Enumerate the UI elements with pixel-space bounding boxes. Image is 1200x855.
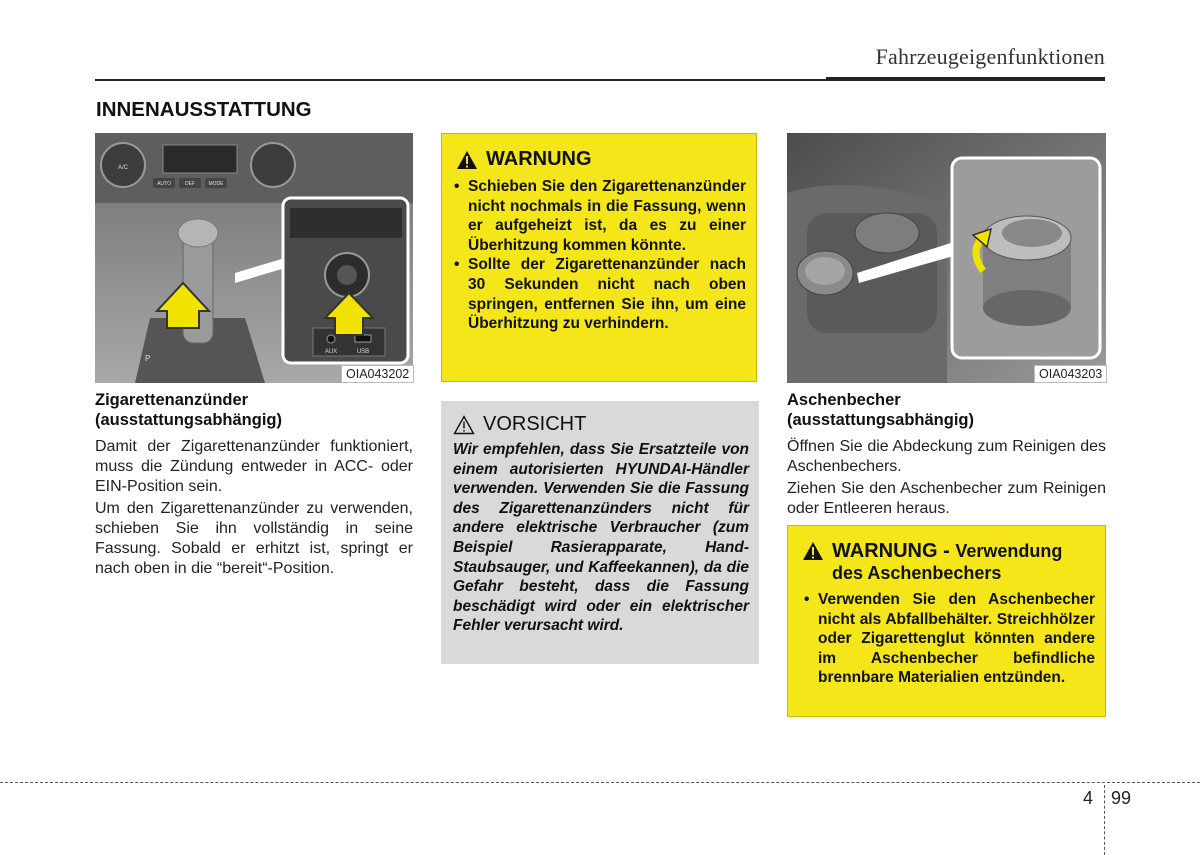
ashtray-photo	[787, 133, 1106, 383]
warning-list	[452, 177, 746, 334]
usb-port-label: USB	[356, 349, 370, 355]
warning-item: • Sollte der Zigarettenanzünder nach 30 Sekunden nicht nach oben springen, entfernen Sie ihn, um eine Überhitzung zu verhindern.	[452, 255, 746, 333]
caution-triangle-icon	[453, 415, 475, 435]
warning-box-lighter	[441, 133, 757, 382]
body-paragraph: Um den Zigarettenanzünder zu verwenden, schieben Sie ihn vollständig in seine Fassung. Sobald er erhitzt ist, springt er nach oben in die “bereit“-Position.	[95, 500, 413, 577]
body-paragraph: Damit der Zigarettenanzünder funktioniert, muss die Zündung entweder in ACC- oder EIN-Position sein.	[95, 438, 413, 495]
aux-port-label: AUX	[324, 349, 338, 355]
warning-item: • Verwenden Sie den Aschenbecher nicht als Abfallbehälter. Streichhölzer oder Zigarettenglut könnten andere im Aschenbecher befindliche brennbare Materialien entzünden.	[802, 590, 1095, 688]
ashtray-body	[787, 437, 1106, 521]
ac-dial-label: A/C	[117, 165, 129, 171]
image-caption-left: OIA043202	[341, 365, 414, 383]
ashtray-heading-line2: (ausstattungsabhängig)	[787, 411, 975, 429]
mode-button-label: MODE	[208, 181, 224, 187]
cigarette-lighter-heading-line2: (ausstattungsabhängig)	[95, 411, 283, 429]
ashtray-warning-title-suffix: Verwendung	[955, 541, 1063, 561]
ashtray-warning-list	[802, 590, 1095, 688]
footer-dashed-divider	[1104, 785, 1105, 855]
ashtray-warning-title-text: WARNUNG -	[832, 540, 950, 562]
cigarette-lighter-body	[95, 437, 413, 581]
warning-box-ashtray	[787, 525, 1106, 717]
ashtray-warning-title	[802, 540, 1095, 584]
caution-title-text: VORSICHT	[483, 413, 587, 435]
cigarette-lighter-photo	[95, 133, 413, 383]
cigarette-lighter-heading-line1: Zigarettenanzünder	[95, 391, 249, 409]
ashtray-heading	[787, 390, 1106, 430]
def-button-label: DEF	[185, 181, 195, 187]
image-caption-right: OIA043203	[1034, 365, 1107, 383]
warning-title-text: WARNUNG	[486, 148, 592, 170]
caution-text: Wir empfehlen, dass Sie Ersatzteile von einem autorisierten HYUNDAI-Händler verwenden. Verwenden Sie die Fassung des Zigarettenanzünders nicht für andere elektrische Verbraucher (zum Beispiel Rasierapparate, Hand-Staubsauger, und Kaffeekannen), da die Gefahr besteht, dass die Fassung beschädigt wird oder ein elektrischer Fehler verursacht wird.	[453, 441, 749, 635]
body-paragraph: Öffnen Sie die Abdeckung zum Reinigen des Aschenbechers.	[787, 438, 1106, 475]
running-header: Fahrzeugeigenfunktionen	[875, 44, 1105, 69]
ashtray-warning-title-line2: des Aschenbechers	[832, 563, 1002, 583]
warning-title	[456, 148, 746, 171]
section-title: INNENAUSSTATTUNG	[96, 98, 312, 121]
warning-item: • Schieben Sie den Zigarettenanzünder nicht nochmals in die Fassung, wenn er aufgeheizt ist, da es zu einer Überhitzung kommen könnte.	[452, 177, 746, 255]
chapter-number: 4	[1083, 788, 1094, 808]
caution-title	[453, 413, 749, 436]
cigarette-lighter-heading	[95, 390, 413, 430]
ashtray-heading-line1: Aschenbecher	[787, 391, 901, 409]
gear-p-label: P	[145, 354, 151, 363]
header-rule-accent	[826, 77, 1105, 81]
page-number: 99	[1111, 788, 1132, 808]
caution-box	[441, 401, 759, 664]
footer-dashed-rule	[0, 782, 1200, 783]
auto-button-label: AUTO	[157, 181, 171, 187]
body-paragraph: Ziehen Sie den Aschenbecher zum Reinigen oder Entleeren heraus.	[787, 480, 1106, 517]
warning-triangle-icon	[456, 150, 478, 170]
warning-triangle-icon	[802, 541, 824, 561]
